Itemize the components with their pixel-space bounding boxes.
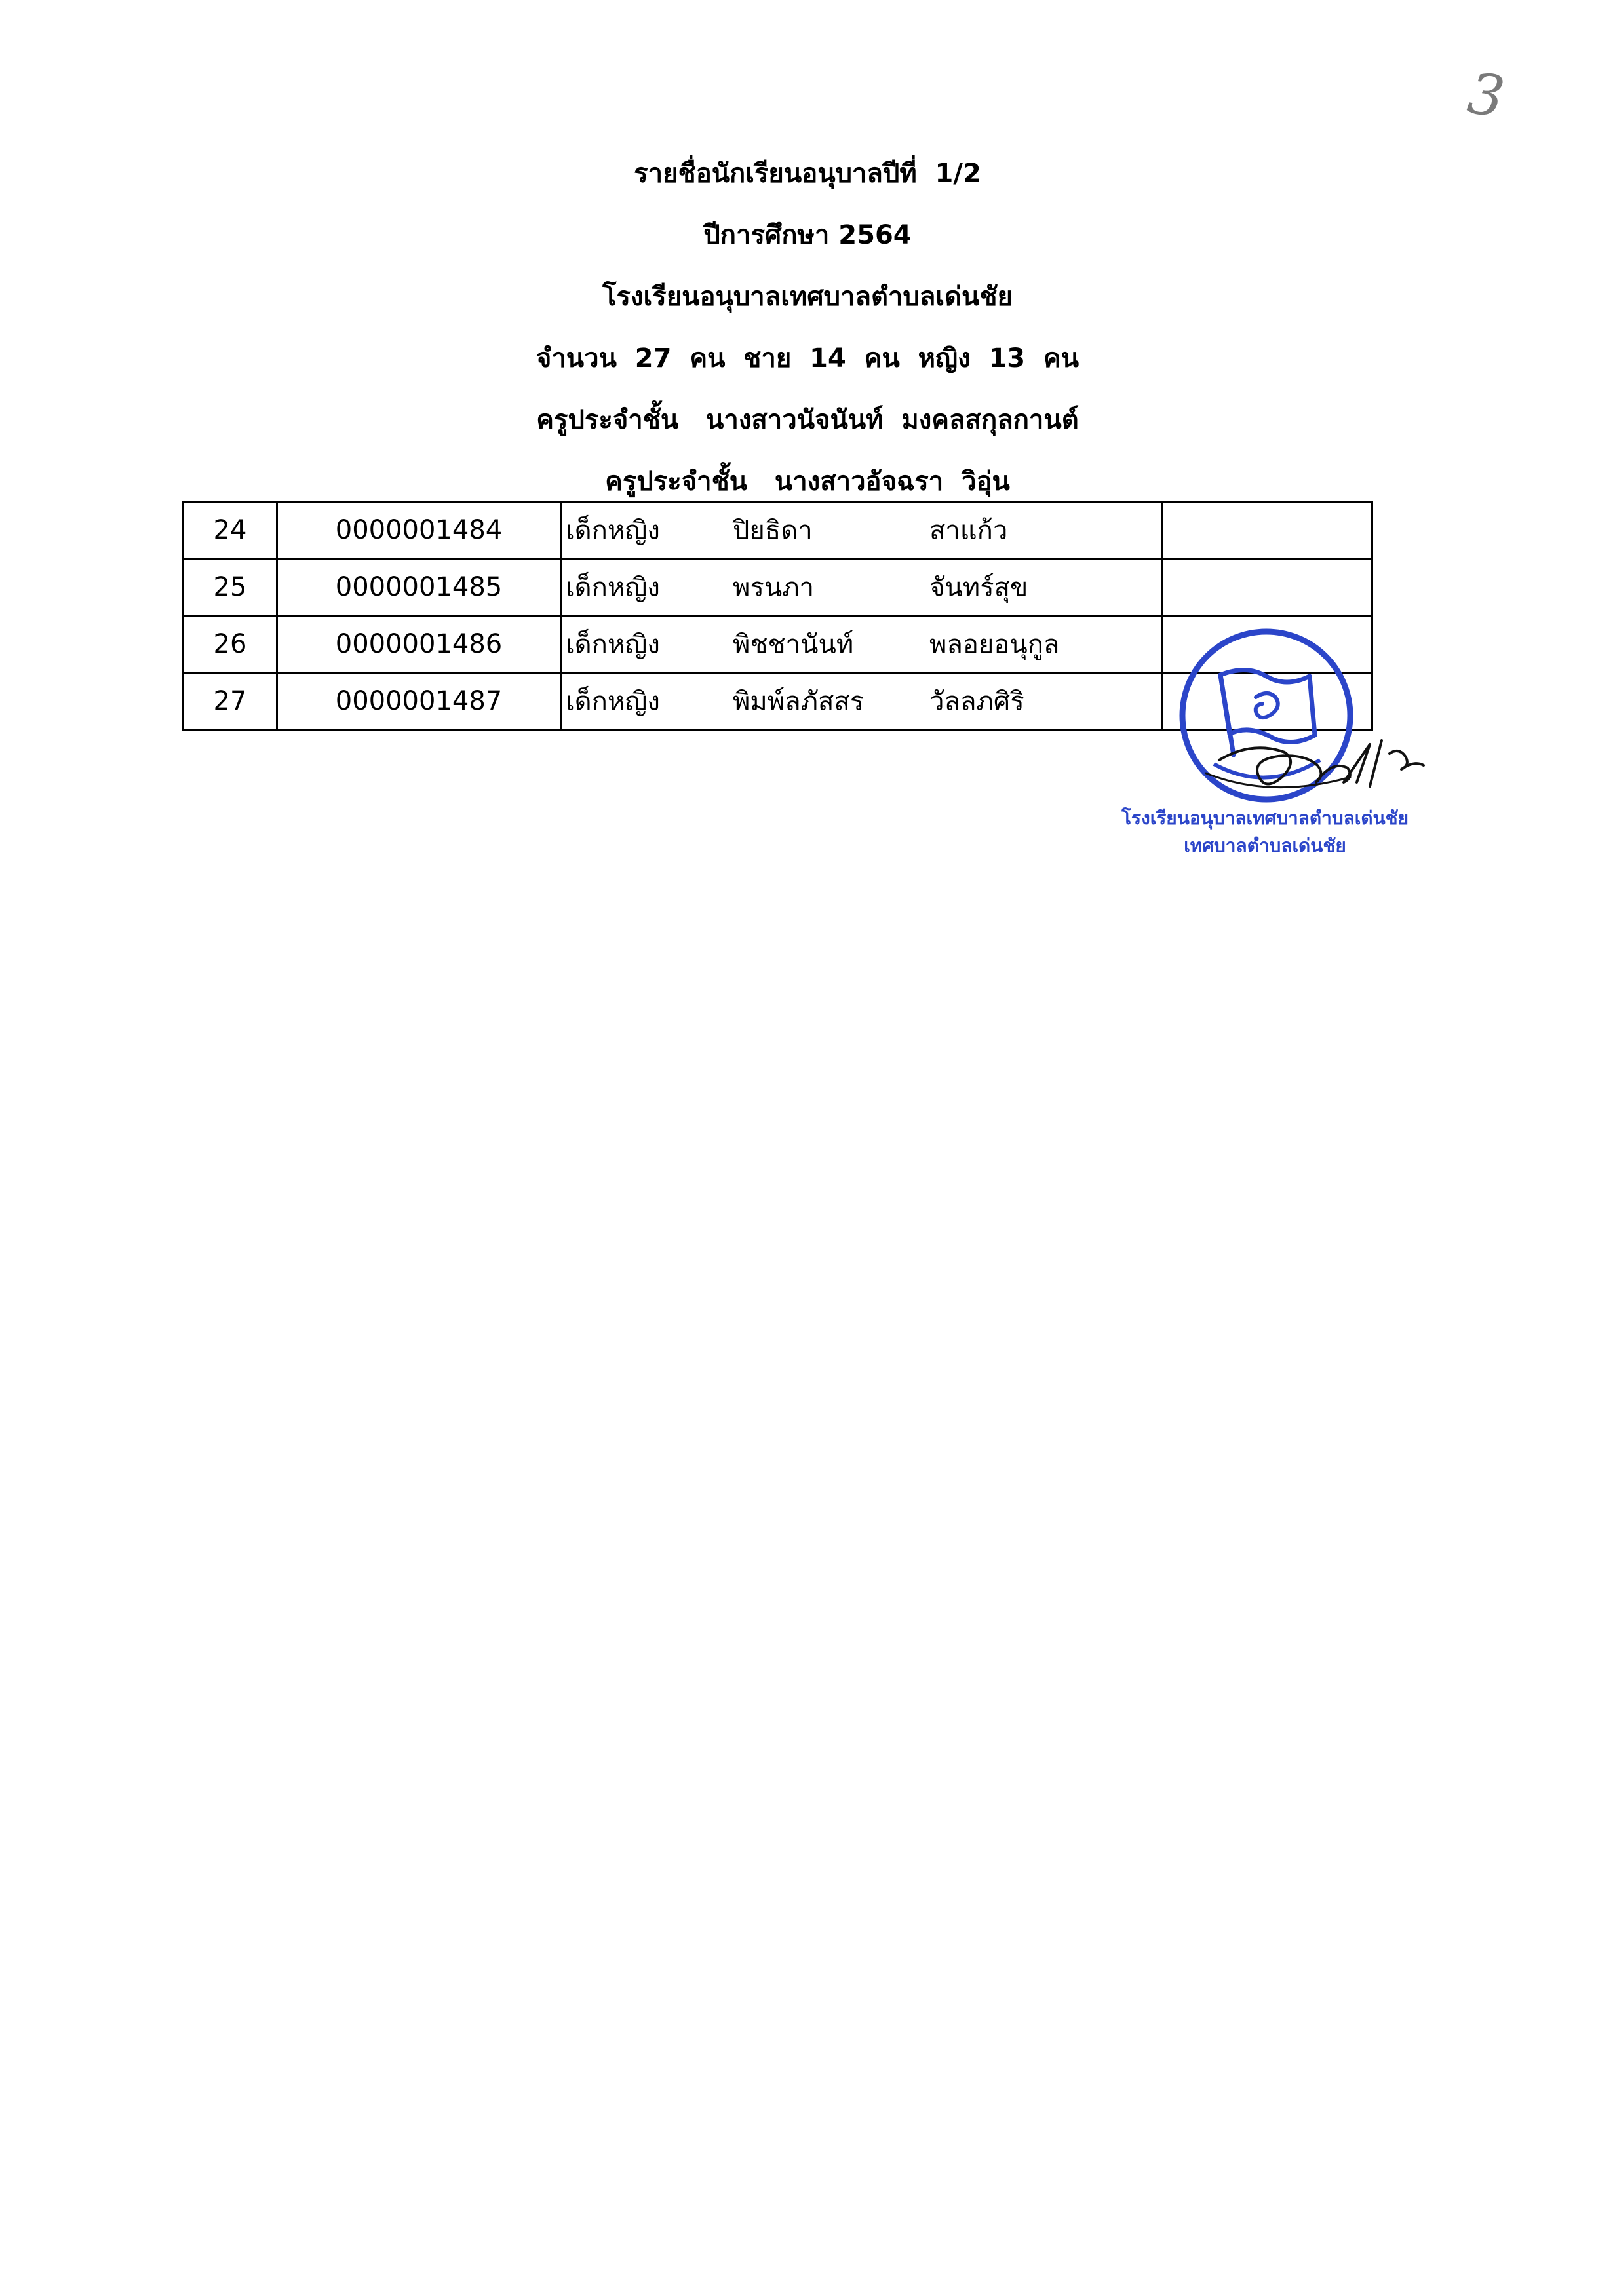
student-id: 0000001485: [277, 559, 561, 616]
signature: [1154, 714, 1442, 819]
last-name: จันทร์สุข: [929, 573, 1028, 603]
student-id: 0000001487: [277, 673, 561, 730]
table-row: [184, 502, 1372, 559]
stamp-caption-school: โรงเรียนอนุบาลเทศบาลตำบลเด่นชัย: [1121, 807, 1409, 829]
last-name: พลอยอนุกูล: [929, 630, 1060, 660]
name-title: เด็กหญิง: [566, 573, 660, 603]
note-cell: [1163, 559, 1372, 616]
student-name: [561, 559, 1163, 616]
student-number: 25: [184, 559, 277, 616]
student-number: 26: [184, 616, 277, 673]
document-header: [0, 143, 1615, 512]
name-title: เด็กหญิง: [566, 516, 660, 546]
first-name: พรนภา: [733, 573, 815, 603]
name-title: เด็กหญิง: [566, 630, 660, 660]
student-count: จำนวน 27 คน ชาย 14 คน หญิง 13 คน: [535, 343, 1080, 373]
homeroom-teacher-2: ครูประจำชั้น นางสาวอัจฉรา วิอุ่น: [605, 467, 1010, 497]
school-name: โรงเรียนอนุบาลเทศบาลตำบลเด่นชัย: [602, 282, 1013, 312]
academic-year: ปีการศึกษา 2564: [703, 220, 912, 250]
homeroom-teacher-1: ครูประจำชั้น นางสาวนัจนันท์ มงคลสกุลกานต์: [536, 405, 1079, 435]
name-title: เด็กหญิง: [566, 687, 660, 717]
student-id: 0000001484: [277, 502, 561, 559]
student-name: [561, 673, 1163, 730]
student-id: 0000001486: [277, 616, 561, 673]
document-title: รายชื่อนักเรียนอนุบาลปีที่ 1/2: [634, 159, 981, 189]
student-name: [561, 616, 1163, 673]
last-name: วัลลภศิริ: [929, 687, 1024, 717]
stamp-caption-municipality: เทศบาลตำบลเด่นชัย: [1184, 835, 1346, 856]
student-name: [561, 502, 1163, 559]
stamp-caption: [1075, 805, 1455, 860]
last-name: สาแก้ว: [929, 516, 1008, 546]
first-name: พิชชานันท์: [733, 630, 854, 660]
first-name: พิมพ์ลภัสสร: [733, 687, 865, 717]
first-name: ปิยธิดา: [733, 516, 813, 546]
student-number: 24: [184, 502, 277, 559]
page-number-mark: 3: [1464, 60, 1509, 131]
note-cell: [1163, 502, 1372, 559]
table-row: [184, 559, 1372, 616]
student-number: 27: [184, 673, 277, 730]
